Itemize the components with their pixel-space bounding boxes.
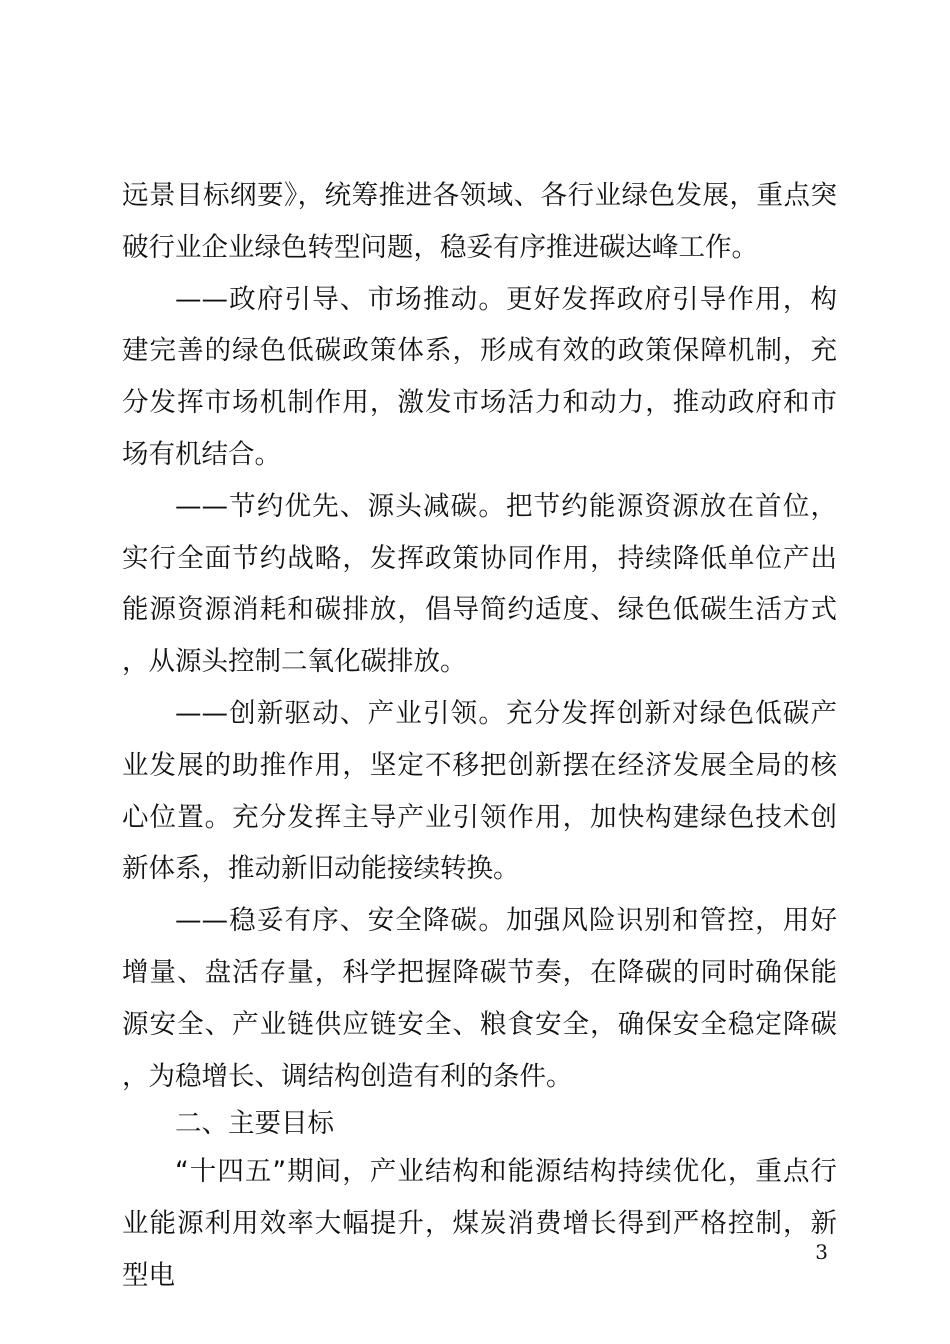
paragraph-conservation-first: ——节约优先、源头减碳。把节约能源资源放在首位，实行全面节约战略，发挥政策协同作用，持续降低单位产出能源资源消耗和碳排放，倡导简约适度、绿色低碳生活方式，从源头控制二氧化碳排放。: [122, 490, 837, 678]
paragraph-innovation-driven: ——创新驱动、产业引领。充分发挥创新对绿色低碳产业发展的助推作用，坚定不移把创新摆在经济发展全局的核心位置。充分发挥主导产业引领作用，加快构建绿色技术创新体系，推动新旧动能接续转换。: [122, 697, 837, 885]
paragraph-government-guidance: ——政府引导、市场推动。更好发挥政府引导作用，构建完善的绿色低碳政策体系，形成有效的政策保障机制，充分发挥市场机制作用，激发市场活力和动力，推动政府和市场有机结合。: [122, 283, 837, 470]
paragraph-continuation: 远景目标纲要》，统筹推进各领域、各行业绿色发展，重点突破行业企业绿色转型问题，稳妥有序推进碳达峰工作。: [122, 180, 837, 263]
paragraph-safe-carbon-reduction: ——稳妥有序、安全降碳。加强风险识别和管控，用好增量、盘活存量，科学把握降碳节奏，在降碳的同时确保能源安全、产业链供应链安全、粮食安全，确保安全稳定降碳，为稳增长、调结构创造有利的条件。: [122, 905, 837, 1092]
section-heading-main-goals: 二、主要目标: [175, 1108, 334, 1140]
page-number: 3: [815, 1240, 828, 1264]
paragraph-main-goals: “十四五”期间，产业结构和能源结构持续优化，重点行业能源利用效率大幅提升，煤炭消费增长得到严格控制，新型电: [122, 1156, 837, 1291]
document-body: [122, 170, 837, 1302]
